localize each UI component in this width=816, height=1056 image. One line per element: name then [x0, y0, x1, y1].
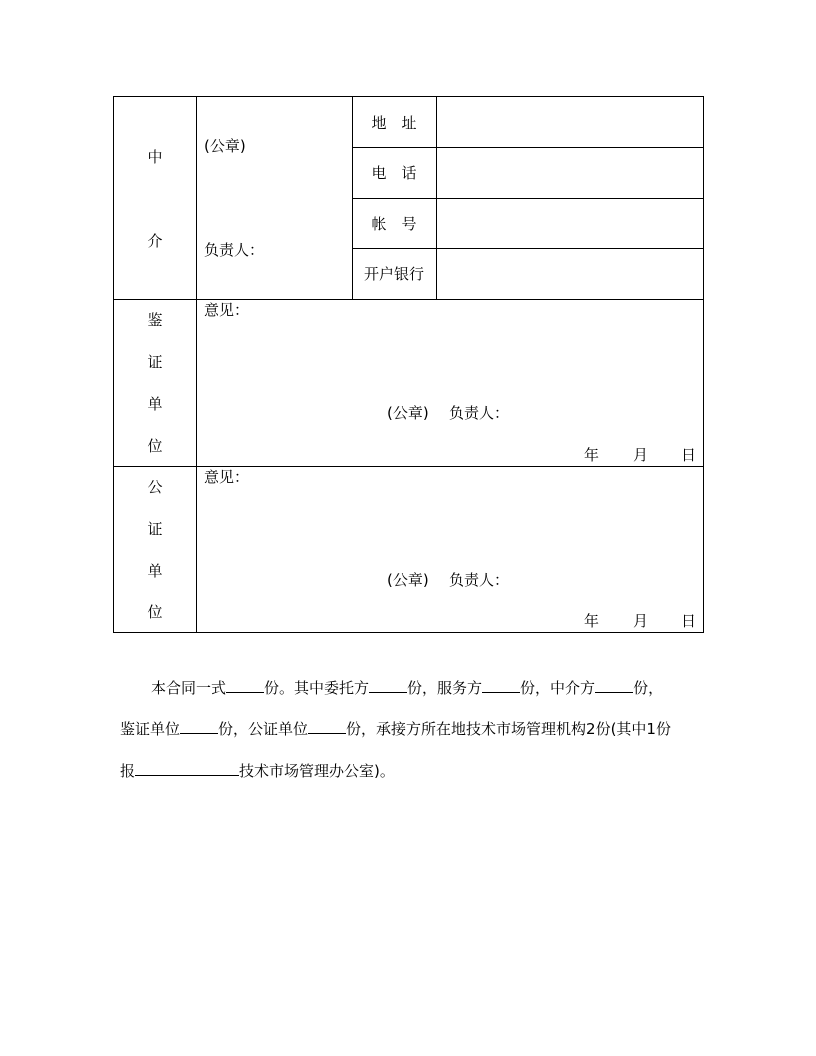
- copies-client-blank[interactable]: [369, 677, 407, 693]
- row-divider: [114, 466, 703, 467]
- intermediary-principal: 负责人：: [204, 241, 265, 259]
- row-divider: [114, 299, 703, 300]
- appraisal-date-day: 日: [681, 446, 697, 464]
- appraisal-date-year: 年: [584, 446, 600, 464]
- notary-label-char: 公: [147, 478, 163, 496]
- appraisal-seal: (公章): [387, 404, 429, 422]
- copies-text: 份，服务方: [407, 679, 483, 697]
- copies-text: 份，: [633, 679, 664, 697]
- column-divider: [196, 97, 197, 632]
- appraisal-label-char: 证: [147, 353, 163, 371]
- copies-text: 技术市场管理办公室)。: [239, 762, 395, 780]
- contract-signature-table: [113, 96, 704, 633]
- appraisal-label-char: 单: [147, 395, 163, 413]
- field-label-bank: 开户银行: [363, 265, 425, 283]
- appraisal-opinion-label: 意见：: [204, 301, 250, 319]
- notary-label-char: 位: [147, 603, 163, 621]
- intermediary-label-bottom: 介: [147, 232, 163, 250]
- appraisal-principal: 负责人：: [449, 404, 510, 422]
- phone-value-cell[interactable]: [437, 148, 703, 198]
- notary-date-day: 日: [681, 612, 697, 630]
- copies-text: 份，公证单位: [218, 720, 309, 738]
- copies-text: 报: [120, 762, 136, 780]
- copies-paragraph-line-2: [120, 718, 671, 738]
- notary-principal: 负责人：: [449, 571, 510, 589]
- copies-text: 份。其中委托方: [264, 679, 370, 697]
- bank-value-cell[interactable]: [437, 249, 703, 299]
- notary-date-month: 月: [633, 612, 649, 630]
- copies-intermediary-blank[interactable]: [595, 677, 633, 693]
- intermediary-label-top: 中: [147, 148, 163, 166]
- address-value-cell[interactable]: [437, 97, 703, 147]
- notary-label-char: 证: [147, 520, 163, 538]
- copies-notary-blank[interactable]: [308, 718, 346, 734]
- account-value-cell[interactable]: [437, 199, 703, 248]
- field-label-address: 地 址: [371, 114, 417, 132]
- notary-seal: (公章): [387, 571, 429, 589]
- copies-text: 份，承接方所在地技术市场管理机构2份(其中1份: [346, 720, 671, 738]
- appraisal-date-month: 月: [633, 446, 649, 464]
- field-label-phone: 电 话: [371, 164, 417, 182]
- appraisal-label-char: 鉴: [147, 311, 163, 329]
- copies-paragraph-line-3: [120, 760, 395, 780]
- copies-total-blank[interactable]: [226, 677, 264, 693]
- copies-text: 本合同一式: [151, 679, 227, 697]
- copies-appraisal-blank[interactable]: [180, 718, 218, 734]
- intermediary-seal: (公章): [204, 137, 246, 155]
- copies-text: 鉴证单位: [120, 720, 181, 738]
- copies-text: 份，中介方: [520, 679, 596, 697]
- field-label-account: 帐 号: [371, 215, 417, 233]
- notary-opinion-label: 意见：: [204, 468, 250, 486]
- copies-service-blank[interactable]: [482, 677, 520, 693]
- office-name-blank[interactable]: [135, 760, 239, 776]
- notary-date-year: 年: [584, 612, 600, 630]
- copies-paragraph-line-1: [151, 677, 663, 697]
- appraisal-label-char: 位: [147, 437, 163, 455]
- notary-label-char: 单: [147, 562, 163, 580]
